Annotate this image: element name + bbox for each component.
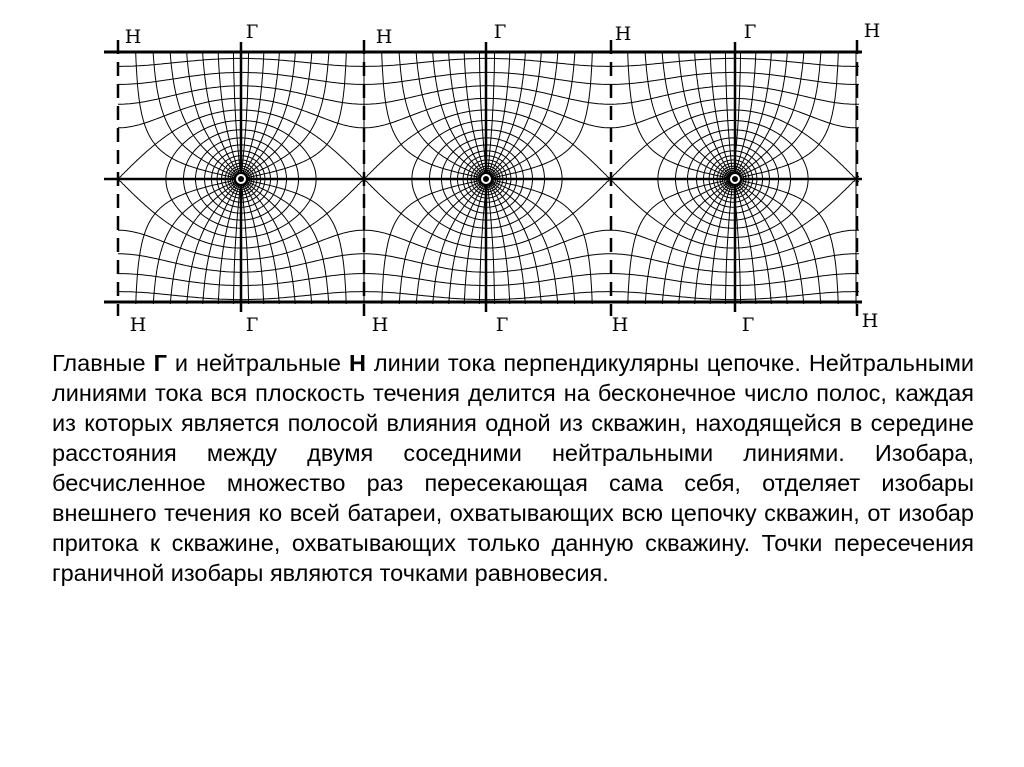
top-line-labels — [125, 20, 881, 48]
well-3-center — [732, 176, 738, 182]
top-label-2: Г — [245, 21, 259, 43]
top-label-7: Н — [863, 20, 881, 42]
top-label-4: Г — [493, 21, 507, 43]
top-label-5: Н — [614, 23, 632, 45]
caption-part-3: линии тока перпендикулярны цепочке. Нейтральными линиями тока вся плоскость течения делится на бесконечное число полос, каждая из которых является полосой влияния одной из скважин, находящейся в середине расстояния между двумя соседними нейтральными линиями. Изобара, бесчисленное множество раз пересекающая сама себя, отделяет изобары внешнего течения ко всей батареи, охватывающих всю цепочку скважин, от изобар притока к скважине, охватывающих только данную скважину. Точки пересечения граничной изобары являются точками равновесия. — [52, 350, 975, 586]
bottom-label-6: Г — [741, 314, 755, 336]
bottom-label-2: Г — [245, 314, 259, 336]
caption-part-2: и нейтральные — [166, 350, 349, 376]
top-label-1: Н — [124, 26, 142, 48]
well-2-center — [483, 176, 489, 182]
caption-part-1: Главные — [52, 350, 154, 376]
bottom-label-3: Н — [371, 314, 389, 336]
bottom-label-5: Н — [611, 314, 629, 336]
well-1-center — [238, 176, 244, 182]
caption-neutral-letter: Н — [348, 350, 366, 376]
flow-net-diagram — [0, 0, 1024, 345]
top-label-3: Н — [375, 26, 393, 48]
bottom-label-4: Г — [495, 314, 509, 336]
caption-main-letter: Г — [153, 350, 167, 376]
caption-text — [52, 348, 974, 588]
bottom-label-7: Н — [861, 310, 879, 332]
bottom-label-1: Н — [129, 314, 147, 336]
top-label-6: Г — [743, 21, 757, 43]
bottom-line-labels — [130, 310, 879, 336]
